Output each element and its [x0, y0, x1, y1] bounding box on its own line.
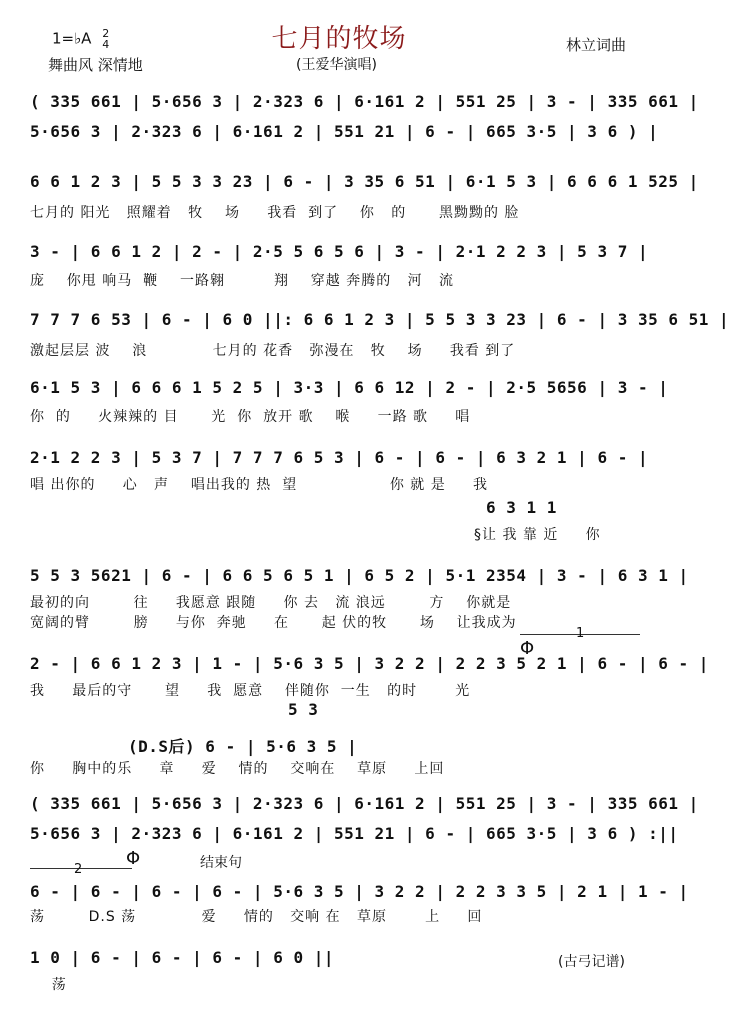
- notation-row: 3 - | 6 6 1 2 | 2 - | 2·5 5 6 5 6 | 3 - | 2·1 2 2 3 | 5 3 7 |: [30, 242, 646, 268]
- notation-row: 6 - | 6 - | 6 - | 6 - | 5·6 3 5 | 3 2 2 | 2 2 3 3 5 | 2 1 | 1 - |: [30, 882, 646, 908]
- notation-row: 2·1 2 2 3 | 5 3 7 | 7 7 7 6 5 3 | 6 - | 6 - | 6 3 2 1 | 6 - |: [30, 448, 646, 474]
- notation-row: 6 6 1 2 3 | 5 5 3 3 23 | 6 - | 3 35 6 51 | 6·1 5 3 | 6 6 6 1 525 |: [30, 172, 646, 198]
- coda-sign: Φ: [520, 638, 535, 659]
- ending-label: 结束句: [200, 855, 242, 871]
- final-notation-row: 1 0 | 6 - | 6 - | 6 - | 6 0 ||: [30, 948, 350, 974]
- lyricist-composer: 林立词曲: [566, 36, 627, 54]
- performance-style: 舞曲风 深情地: [48, 56, 143, 74]
- lyric-row: 最初的向 往 我愿意 跟随 你 去 流 浪远 方 你就是: [30, 595, 512, 611]
- lyric-row: 我 最后的守 望 我 愿意 伴随你 一生 的时 光: [30, 683, 471, 699]
- lyric-row: 荡 D.S 荡 爱 情的 交响 在 草原 上 回: [30, 909, 483, 925]
- notation-row: 6·1 5 3 | 6 6 6 1 5 2 5 | 3·3 | 6 6 12 | 2 - | 2·5 5656 | 3 - |: [30, 378, 646, 404]
- notation-row: 5·656 3 | 2·323 6 | 6·161 2 | 551 21 | 6 - | 665 3·5 | 3 6 ) |: [30, 122, 646, 148]
- alt-notation-row: 6 3 1 1: [486, 498, 606, 524]
- transcriber-credit: (古弓记谱): [558, 954, 625, 970]
- volta-2-number: 2: [74, 862, 83, 877]
- alt-notation-row: 5 3: [288, 700, 348, 726]
- lyric-row: 庞 你甩 响马 鞭 一路翱 翔 穿越 奔腾的 河 流: [30, 273, 454, 289]
- song-title: 七月的牧场: [271, 24, 407, 54]
- final-lyric-row: 荡: [30, 977, 67, 993]
- notation-row: ( 335 661 | 5·656 3 | 2·323 6 | 6·161 2 | 551 25 | 3 - | 335 661 |: [30, 794, 646, 820]
- time-signature: [102, 28, 109, 50]
- ending-coda-sign: Φ: [126, 848, 141, 869]
- notation-row: 7 7 7 6 53 | 6 - | 6 0 ||: 6 6 1 2 3 | 5 5 3 3 23 | 6 - | 3 35 6 51 |: [30, 310, 646, 336]
- lyric-row: 七月的 阳光 照耀着 牧 场 我看 到了 你 的 黑黝黝的 脸: [30, 205, 520, 221]
- ds-notation-row: (D.S后) 6 - | 5·6 3 5 |: [128, 734, 428, 760]
- lyric-row: 激起层层 波 浪 七月的 花香 弥漫在 牧 场 我看 到了: [30, 343, 516, 359]
- lyric-row-second-verse: 宽阔的臂 膀 与你 奔驰 在 起 伏的牧 场 让我成为: [30, 615, 517, 631]
- key-signature: [52, 28, 109, 50]
- notation-row: 2 - | 6 6 1 2 3 | 1 - | 5·6 3 5 | 3 2 2 | 2 2 3 5 2 1 | 6 - | 6 - |: [30, 654, 646, 680]
- lyric-row: 你 的 火辣辣的 目 光 你 放开 歌 喉 一路 歌 唱: [30, 409, 471, 425]
- key-label: 1=♭A: [52, 29, 92, 48]
- time-sig-top: 2: [102, 27, 110, 40]
- alt-lyric-row: §让 我 靠 近 你: [474, 527, 601, 543]
- notation-row: ( 335 661 | 5·656 3 | 2·323 6 | 6·161 2 | 551 25 | 3 - | 335 661 |: [30, 92, 646, 118]
- lyric-row: 你 胸中的乐 章 爱 情的 交响在 草原 上回: [30, 761, 445, 777]
- notation-row: 5 5 3 5621 | 6 - | 6 6 5 6 5 1 | 6 5 2 | 5·1 2354 | 3 - | 6 3 1 |: [30, 566, 646, 592]
- notation-row: 5·656 3 | 2·323 6 | 6·161 2 | 551 21 | 6 - | 665 3·5 | 3 6 ) :||: [30, 824, 646, 850]
- time-sig-bottom: 4: [102, 38, 110, 51]
- singer: (王爱华演唱): [296, 57, 377, 73]
- lyric-row: 唱 出你的 心 声 唱出我的 热 望 你 就 是 我: [30, 477, 489, 493]
- volta-1-number: 1: [576, 626, 585, 641]
